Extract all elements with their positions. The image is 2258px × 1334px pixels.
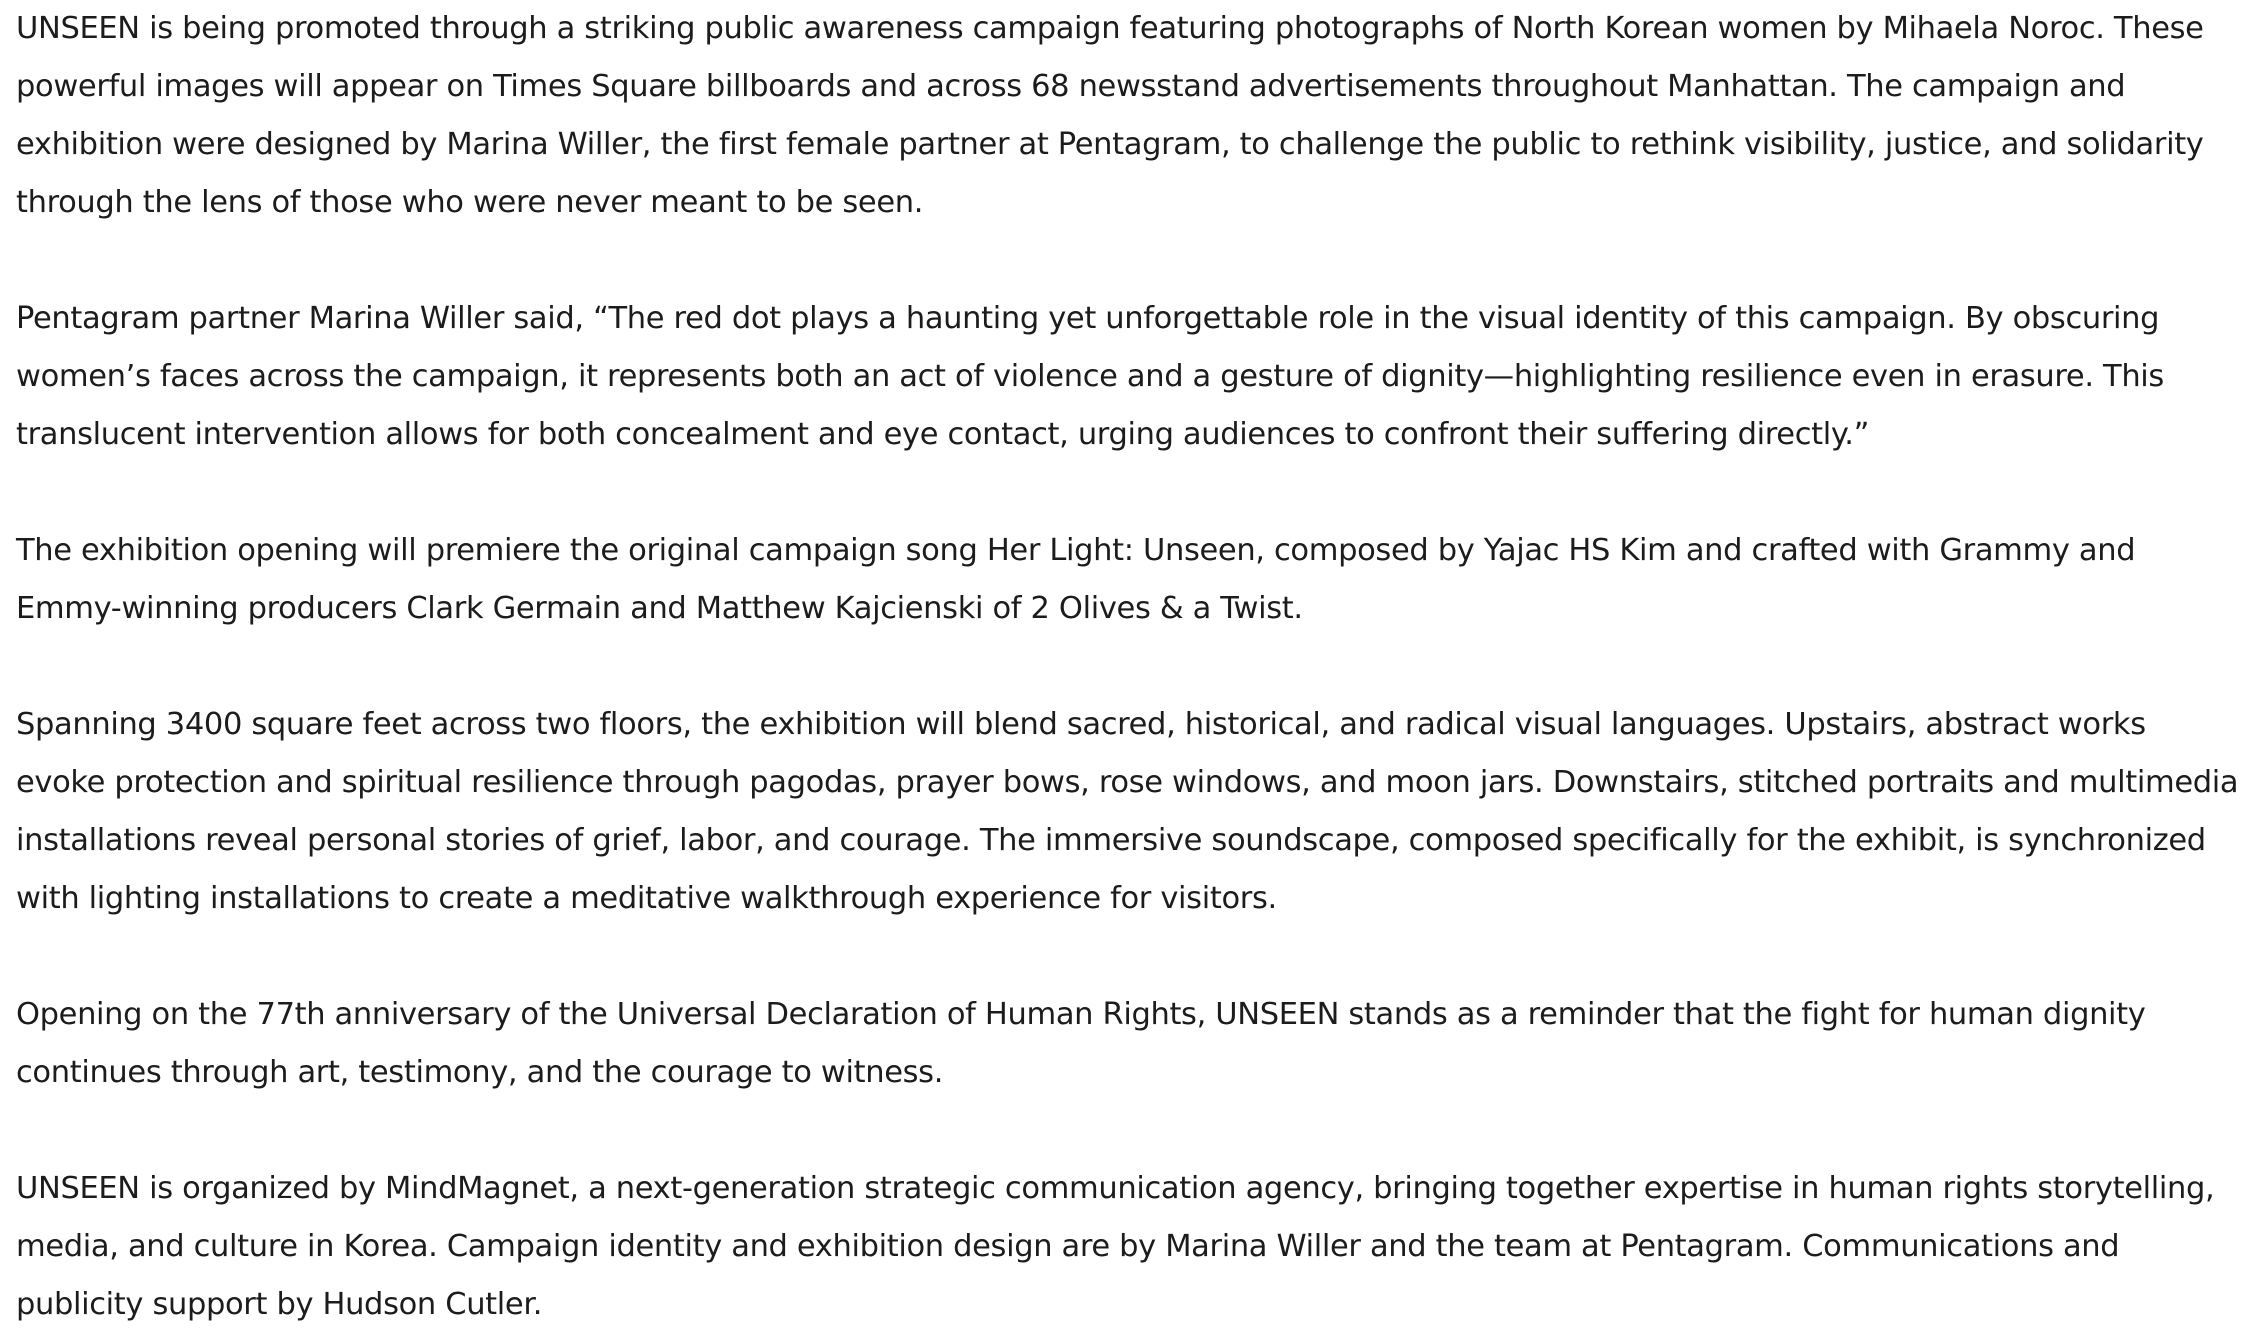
paragraph-organizers: UNSEEN is organized by MindMagnet, a next-generation strategic communication agency, bringing together expertise in human rights storytelling, media, and culture in Korea. Campaign identity and exhibition design are by Marina Willer and the team at Pentagram. Communications and publicity support by Hudson Cutler. [16, 1171, 2215, 1322]
paragraph-campaign-song: The exhibition opening will premiere the original campaign song Her Light: Unseen, composed by Yajac HS Kim and crafted with Grammy and Emmy-winning producers Clark Germain and Matthew Kajcienski of 2 Olives & a Twist. [16, 533, 2136, 626]
paragraph-anniversary: Opening on the 77th anniversary of the Universal Declaration of Human Rights, UNSEEN stands as a reminder that the fight for human dignity continues through art, testimony, and the courage to witness. [16, 997, 2146, 1090]
paragraph-exhibition-space: Spanning 3400 square feet across two floors, the exhibition will blend sacred, historical, and radical visual languages. Upstairs, abstract works evoke protection and spiritual resilience through pagodas, prayer bows, rose windows, and moon jars. Downstairs, stitched portraits and multimedia installations reveal personal stories of grief, labor, and courage. The immersive soundscape, composed specifically for the exhibit, is synchronized with lighting installations to create a meditative walkthrough experience for visitors. [16, 707, 2239, 916]
paragraph-campaign-intro: UNSEEN is being promoted through a striking public awareness campaign featuring photographs of North Korean women by Mihaela Noroc. These powerful images will appear on Times Square billboards and across 68 newsstand advertisements throughout Manhattan. The campaign and exhibition were designed by Marina Willer, the first female partner at Pentagram, to challenge the public to rethink visibility, justice, and solidarity through the lens of those who were never meant to be seen. [16, 11, 2204, 220]
paragraph-willer-quote: Pentagram partner Marina Willer said, “The red dot plays a haunting yet unforgettable role in the visual identity of this campaign. By obscuring women’s faces across the campaign, it represents both an act of violence and a gesture of dignity—highlighting resilience even in erasure. This translucent intervention allows for both concealment and eye contact, urging audiences to confront their suffering directly.” [16, 301, 2164, 452]
